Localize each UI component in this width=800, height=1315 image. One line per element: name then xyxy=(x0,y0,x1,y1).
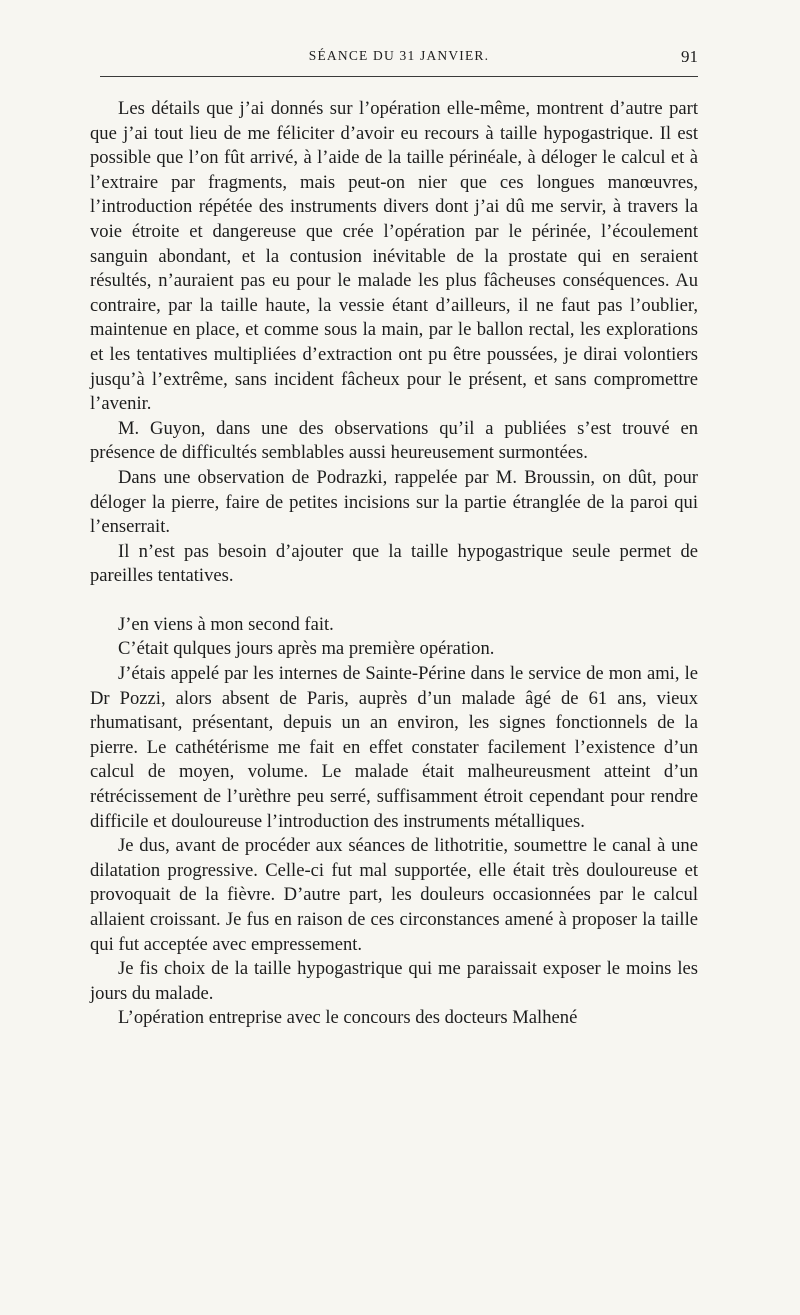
paragraph: Les détails que j’ai donnés sur l’opération elle-même, montrent d’autre part que j’ai tout lieu de me féliciter d’avoir eu recours à taille hypogastrique. Il est possible que l’on fût arrivé, à l’aide de la taille périnéale, à déloger le calcul et à l’extraire par fragments, mais peut-on nier que ces longues manœuvres, l’introduction répétée des instruments divers dont j’ai dû me servir, à travers la voie étroite et dangereuse que crée l’opération par le périnée, l’écoulement sanguin abondant, et la contusion inévitable de la prostate qui en seraient résultés, n’auraient pas eu pour le malade les plus fâcheuses conséquences. Au contraire, par la taille haute, la vessie étant d’ailleurs, il ne faut pas l’oublier, maintenue en place, et comme sous la main, par le ballon rectal, les explorations et les tentatives multipliées d’extraction ont pu être poussées, je dirai volontiers jusqu’à l’extrême, sans incident fâcheux pour le présent, et sans compromettre l’avenir. xyxy=(90,98,698,415)
paragraph: Dans une observation de Podrazki, rappelée par M. Broussin, on dût, pour déloger la pierre, faire de petites incisions sur la partie étranglée de la paroi qui l’enserrait. xyxy=(90,466,698,538)
page-header xyxy=(100,48,698,70)
paragraph: J’en viens à mon second fait. xyxy=(118,613,334,635)
paragraph: Il n’est pas besoin d’ajouter que la taille hypogastrique seule permet de pareilles tentatives. xyxy=(90,540,698,587)
paragraph: J’étais appelé par les internes de Sainte-Périne dans le service de mon ami, le Dr Pozzi, alors absent de Paris, auprès d’un malade âgé de 61 ans, vieux rhumatisant, présentant, depuis un an environ, les signes fonctionnels de la pierre. Le cathétérisme me fait en effet constater facilement l’existence d’un calcul de moyen, volume. Le malade était malheureusment atteint d’un rétrécissement de l’urèthre peu serré, suffisamment étroit cependant pour rendre difficile et douloureuse l’introduction des instruments métalliques. xyxy=(90,663,698,832)
paragraph: Je fis choix de la taille hypogastrique qui me paraissait exposer le moins les jours du malade. xyxy=(90,958,698,1004)
paragraph: M. Guyon, dans une des observations qu’il a publiées s’est trouvé en présence de difficultés semblables aussi heureusement surmontées. xyxy=(90,417,698,464)
paragraph: L’opération entreprise avec le concours des docteurs Malhené xyxy=(118,1007,578,1029)
header-rule xyxy=(100,76,698,77)
paragraph: Je dus, avant de procéder aux séances de lithotritie, soumettre le canal à une dilatation progressive. Celle-ci fut mal supportée, elle était très douloureuse et provoquait de la fièvre. D’autre part, les douleurs occasionnées par le calcul allaient croissant. Je fus en raison de ces circonstances amené à proposer la taille qui fut acceptée avec empressement. xyxy=(90,835,698,955)
body-text xyxy=(90,97,698,1031)
running-title: SÉANCE DU 31 JANVIER. xyxy=(308,48,490,63)
page-number: 91 xyxy=(681,47,698,66)
paragraph: C’était qulques jours après ma première opération. xyxy=(118,638,495,660)
